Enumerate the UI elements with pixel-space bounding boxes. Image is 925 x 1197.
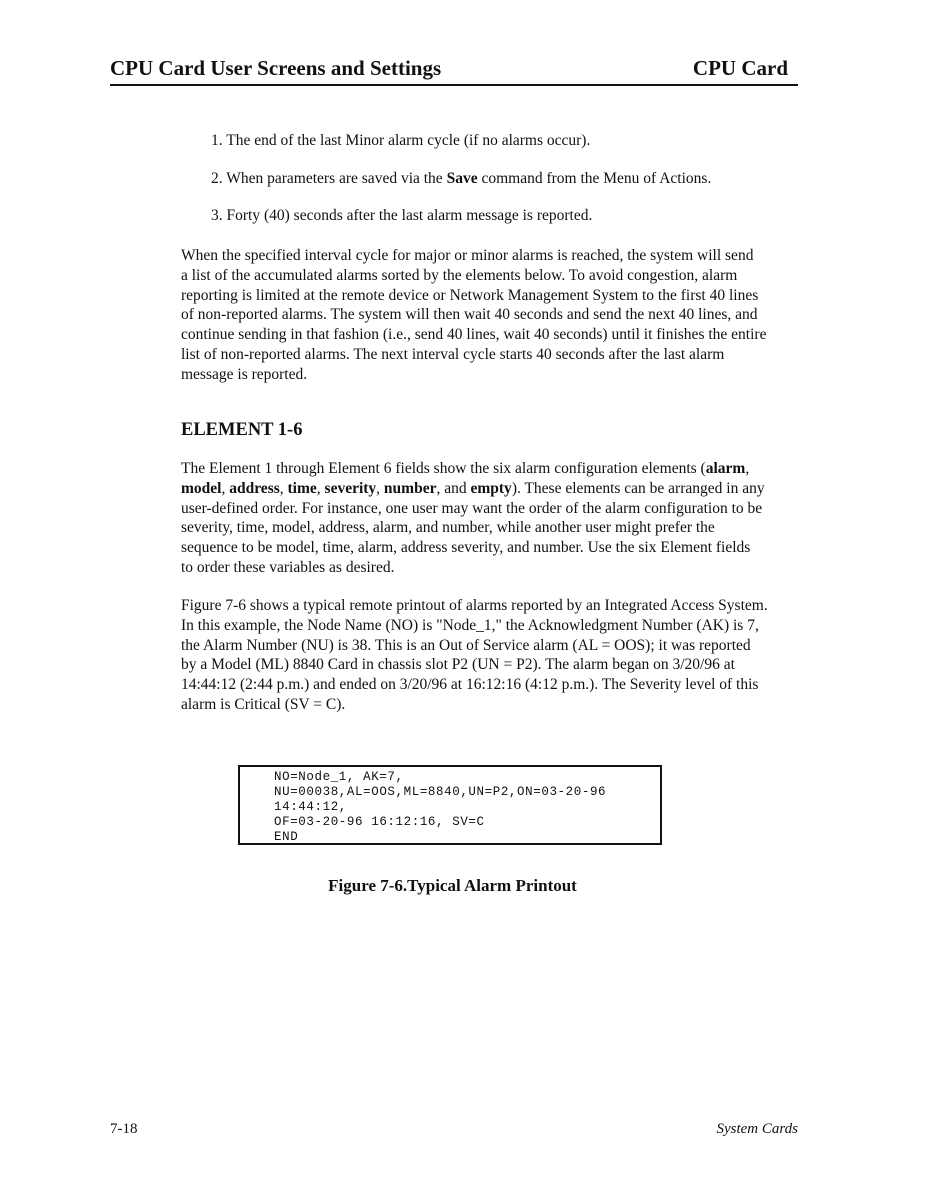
paragraph-line: When the specified interval cycle for major or minor alarms is reached, the system will send [181,247,754,264]
paragraph-line: In this example, the Node Name (NO) is "Node_1," the Acknowledgment Number (AK) is 7, [181,616,759,634]
paragraph-line: model, address, time, severity, number, and empty). These elements can be arranged in any [181,479,765,497]
figure-caption: Figure 7-6.Typical Alarm Printout [328,876,577,895]
page-header [110,54,798,86]
paragraph-line: by a Model (ML) 8840 Card in chassis slot P2 (UN = P2). The alarm began on 3/20/96 at [181,656,735,674]
paragraph-line: user-defined order. For instance, one user may want the order of the alarm configuration to be [181,499,763,517]
paragraph-line: sequence to be model, time, alarm, address severity, and number. Use the six Element fields [181,539,751,557]
printout-line: NU=00038,AL=OOS,ML=8840,UN=P2,ON=03-20-96 [274,785,607,799]
paragraph-line: continue sending in that fashion (i.e., send 40 lines, wait 40 seconds) until it finishes the entire [181,326,767,344]
printout-line: END [274,830,299,844]
list-text-pre: When parameters are saved via the [226,170,447,187]
alarm-printout-box [238,765,662,845]
paragraph-line: alarm is Critical (SV = C). [181,695,346,713]
paragraph-line: reporting is limited at the remote device or Network Management System to the first 40 lines [181,286,759,304]
footer-book-title: System Cards [716,1121,798,1137]
page-number: 7-18 [110,1121,138,1137]
paragraph-figure-description [181,596,797,715]
printout-line: 14:44:12, [274,800,347,814]
list-text: Forty (40) seconds after the last alarm message is reported. [226,207,593,224]
header-section: CPU Card [692,56,788,80]
list-item [211,170,711,188]
paragraph-line: 14:44:12 (2:44 p.m.) and ended on 3/20/96 at 16:12:16 (4:12 p.m.). The Severity level of this [181,676,759,694]
paragraph-alarm-reporting [181,246,797,385]
paragraph-line: list of non-reported alarms. The next interval cycle starts 40 seconds after the last alarm [181,345,725,363]
paragraph-line: to order these variables as desired. [181,558,395,576]
printout-line: OF=03-20-96 16:12:16, SV=C [274,815,485,829]
list-item [211,207,592,225]
paragraph-line: The Element 1 through Element 6 fields show the six alarm configuration elements (alarm, [181,460,750,477]
paragraph-line: the Alarm Number (NU) is 38. This is an Out of Service alarm (AL = OOS); it was reported [181,636,751,654]
header-title: CPU Card User Screens and Settings [110,56,442,80]
list-text-post: command from the Menu of Actions. [477,170,712,187]
list-item [211,132,590,150]
paragraph-line: severity, time, model, address, alarm, and number, while another user might prefer the [181,519,715,537]
paragraph-line: message is reported. [181,365,308,383]
paragraph-line: a list of the accumulated alarms sorted by the elements below. To avoid congestion, alarm [181,266,738,284]
section-heading: ELEMENT 1-6 [181,420,303,440]
list-text-bold: Save [446,170,478,187]
list-number: 3. [211,207,223,224]
list-number: 1. [211,132,223,149]
paragraph-elements [181,459,797,578]
paragraph-line: Figure 7-6 shows a typical remote printout of alarms reported by an Integrated Access System. [181,597,768,614]
list-text: The end of the last Minor alarm cycle (if no alarms occur). [226,132,591,149]
printout-line: NO=Node_1, AK=7, [274,770,404,784]
list-number: 2. [211,170,223,187]
paragraph-line: of non-reported alarms. The system will then wait 40 seconds and send the next 40 lines, and [181,306,758,324]
